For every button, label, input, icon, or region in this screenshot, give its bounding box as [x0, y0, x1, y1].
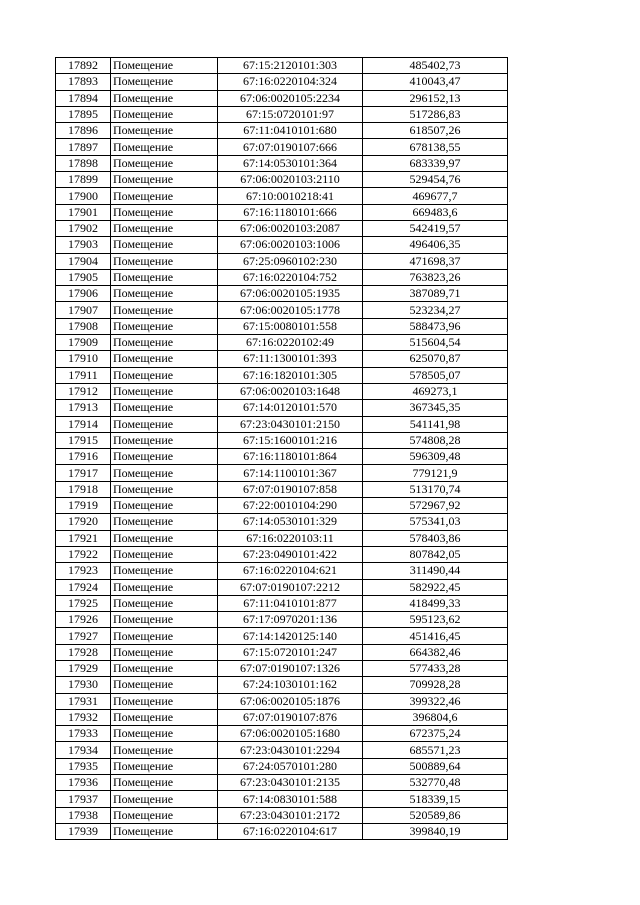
row-number: 17913: [56, 400, 111, 416]
object-type: Помещение: [111, 546, 218, 562]
object-type: Помещение: [111, 269, 218, 285]
row-number: 17902: [56, 220, 111, 236]
row-number: 17931: [56, 693, 111, 709]
row-number: 17892: [56, 58, 111, 74]
row-number: 17915: [56, 432, 111, 448]
cadastral-number: 67:23:0430101:2150: [218, 416, 363, 432]
table-row: [56, 595, 508, 611]
table-body: [56, 58, 508, 840]
table-row: [56, 775, 508, 791]
object-type: Помещение: [111, 693, 218, 709]
row-number: 17922: [56, 546, 111, 562]
table-row: [56, 318, 508, 334]
object-type: Помещение: [111, 286, 218, 302]
cadastral-number: 67:06:0020105:1876: [218, 693, 363, 709]
cadastral-value: 399840,19: [363, 823, 508, 839]
cadastral-value: 387089,71: [363, 286, 508, 302]
cadastral-value: 709928,28: [363, 677, 508, 693]
object-type: Помещение: [111, 530, 218, 546]
cadastral-number: 67:07:0190107:858: [218, 481, 363, 497]
cadastral-number: 67:11:0410101:877: [218, 595, 363, 611]
table-row: [56, 660, 508, 676]
cadastral-value: 469273,1: [363, 383, 508, 399]
cadastral-number: 67:15:0720101:247: [218, 644, 363, 660]
table-row: [56, 269, 508, 285]
table-row: [56, 465, 508, 481]
cadastral-number: 67:11:1300101:393: [218, 351, 363, 367]
object-type: Помещение: [111, 318, 218, 334]
object-type: Помещение: [111, 416, 218, 432]
row-number: 17917: [56, 465, 111, 481]
object-type: Помещение: [111, 677, 218, 693]
object-type: Помещение: [111, 807, 218, 823]
cadastral-value: 672375,24: [363, 726, 508, 742]
cadastral-value: 515604,54: [363, 335, 508, 351]
cadastral-number: 67:06:0020103:2110: [218, 172, 363, 188]
cadastral-value: 596309,48: [363, 449, 508, 465]
row-number: 17911: [56, 367, 111, 383]
table-row: [56, 106, 508, 122]
cadastral-number: 67:14:0530101:329: [218, 514, 363, 530]
table-row: [56, 726, 508, 742]
cadastral-number: 67:15:0720101:97: [218, 106, 363, 122]
cadastral-number: 67:07:0190107:2212: [218, 579, 363, 595]
table-row: [56, 449, 508, 465]
cadastral-number: 67:23:0430101:2135: [218, 775, 363, 791]
cadastral-number: 67:23:0490101:422: [218, 546, 363, 562]
row-number: 17900: [56, 188, 111, 204]
row-number: 17919: [56, 498, 111, 514]
cadastral-value: 574808,28: [363, 432, 508, 448]
object-type: Помещение: [111, 563, 218, 579]
cadastral-number: 67:16:0220104:617: [218, 823, 363, 839]
row-number: 17899: [56, 172, 111, 188]
table-row: [56, 612, 508, 628]
cadastral-value: 678138,55: [363, 139, 508, 155]
row-number: 17908: [56, 318, 111, 334]
cadastral-number: 67:17:0970201:136: [218, 612, 363, 628]
row-number: 17924: [56, 579, 111, 595]
cadastral-number: 67:16:0220102:49: [218, 335, 363, 351]
cadastral-value: 577433,28: [363, 660, 508, 676]
table-row: [56, 579, 508, 595]
cadastral-value: 572967,92: [363, 498, 508, 514]
table-row: [56, 416, 508, 432]
cadastral-number: 67:15:2120101:303: [218, 58, 363, 74]
row-number: 17907: [56, 302, 111, 318]
table-row: [56, 188, 508, 204]
table-row: [56, 644, 508, 660]
row-number: 17930: [56, 677, 111, 693]
object-type: Помещение: [111, 726, 218, 742]
row-number: 17897: [56, 139, 111, 155]
cadastral-number: 67:22:0010104:290: [218, 498, 363, 514]
cadastral-number: 67:06:0020105:1778: [218, 302, 363, 318]
object-type: Помещение: [111, 220, 218, 236]
object-type: Помещение: [111, 74, 218, 90]
object-type: Помещение: [111, 58, 218, 74]
cadastral-value: 625070,87: [363, 351, 508, 367]
table-row: [56, 90, 508, 106]
cadastral-number: 67:06:0020105:1935: [218, 286, 363, 302]
cadastral-value: 529454,76: [363, 172, 508, 188]
row-number: 17938: [56, 807, 111, 823]
object-type: Помещение: [111, 172, 218, 188]
cadastral-value: 396804,6: [363, 709, 508, 725]
row-number: 17929: [56, 660, 111, 676]
object-type: Помещение: [111, 335, 218, 351]
cadastral-value: 523234,27: [363, 302, 508, 318]
cadastral-value: 575341,03: [363, 514, 508, 530]
table-row: [56, 530, 508, 546]
object-type: Помещение: [111, 709, 218, 725]
row-number: 17939: [56, 823, 111, 839]
cadastral-value: 485402,73: [363, 58, 508, 74]
cadastral-value: 578403,86: [363, 530, 508, 546]
cadastral-number: 67:14:0530101:364: [218, 155, 363, 171]
table-row: [56, 367, 508, 383]
row-number: 17910: [56, 351, 111, 367]
row-number: 17904: [56, 253, 111, 269]
cadastral-number: 67:16:0220104:621: [218, 563, 363, 579]
cadastral-value: 763823,26: [363, 269, 508, 285]
cadastral-number: 67:14:1100101:367: [218, 465, 363, 481]
cadastral-value: 367345,35: [363, 400, 508, 416]
row-number: 17894: [56, 90, 111, 106]
cadastral-value: 469677,7: [363, 188, 508, 204]
object-type: Помещение: [111, 449, 218, 465]
table-row: [56, 807, 508, 823]
table-row: [56, 628, 508, 644]
row-number: 17905: [56, 269, 111, 285]
cadastral-value: 311490,44: [363, 563, 508, 579]
row-number: 17920: [56, 514, 111, 530]
cadastral-value: 513170,74: [363, 481, 508, 497]
row-number: 17926: [56, 612, 111, 628]
table-row: [56, 220, 508, 236]
cadastral-value: 500889,64: [363, 758, 508, 774]
row-number: 17916: [56, 449, 111, 465]
table-row: [56, 563, 508, 579]
cadastral-value: 451416,45: [363, 628, 508, 644]
cadastral-number: 67:07:0190107:1326: [218, 660, 363, 676]
cadastral-value: 685571,23: [363, 742, 508, 758]
row-number: 17895: [56, 106, 111, 122]
object-type: Помещение: [111, 123, 218, 139]
cadastral-number: 67:15:1600101:216: [218, 432, 363, 448]
cadastral-number: 67:06:0020105:2234: [218, 90, 363, 106]
row-number: 17898: [56, 155, 111, 171]
cadastral-number: 67:25:0960102:230: [218, 253, 363, 269]
cadastral-value: 807842,05: [363, 546, 508, 562]
cadastral-value: 595123,62: [363, 612, 508, 628]
cadastral-number: 67:15:0080101:558: [218, 318, 363, 334]
cadastral-number: 67:11:0410101:680: [218, 123, 363, 139]
table-row: [56, 546, 508, 562]
cadastral-number: 67:16:1180101:666: [218, 204, 363, 220]
object-type: Помещение: [111, 758, 218, 774]
cadastral-number: 67:23:0430101:2172: [218, 807, 363, 823]
table-row: [56, 791, 508, 807]
row-number: 17937: [56, 791, 111, 807]
cadastral-value: 683339,97: [363, 155, 508, 171]
row-number: 17918: [56, 481, 111, 497]
object-type: Помещение: [111, 204, 218, 220]
object-type: Помещение: [111, 742, 218, 758]
row-number: 17935: [56, 758, 111, 774]
table-row: [56, 172, 508, 188]
table-row: [56, 823, 508, 839]
object-type: Помещение: [111, 481, 218, 497]
table-row: [56, 677, 508, 693]
cadastral-value: 588473,96: [363, 318, 508, 334]
row-number: 17903: [56, 237, 111, 253]
row-number: 17936: [56, 775, 111, 791]
cadastral-value: 664382,46: [363, 644, 508, 660]
cadastral-number: 67:16:1180101:864: [218, 449, 363, 465]
object-type: Помещение: [111, 400, 218, 416]
cadastral-value: 517286,83: [363, 106, 508, 122]
cadastral-value: 532770,48: [363, 775, 508, 791]
table-row: [56, 204, 508, 220]
object-type: Помещение: [111, 579, 218, 595]
table-row: [56, 758, 508, 774]
row-number: 17927: [56, 628, 111, 644]
cadastral-number: 67:14:0830101:588: [218, 791, 363, 807]
row-number: 17934: [56, 742, 111, 758]
table-row: [56, 155, 508, 171]
object-type: Помещение: [111, 253, 218, 269]
object-type: Помещение: [111, 465, 218, 481]
row-number: 17923: [56, 563, 111, 579]
row-number: 17909: [56, 335, 111, 351]
row-number: 17896: [56, 123, 111, 139]
table-row: [56, 253, 508, 269]
object-type: Помещение: [111, 90, 218, 106]
table-row: [56, 383, 508, 399]
table-row: [56, 302, 508, 318]
row-number: 17906: [56, 286, 111, 302]
table-row: [56, 139, 508, 155]
cadastral-value: 669483,6: [363, 204, 508, 220]
object-type: Помещение: [111, 498, 218, 514]
row-number: 17914: [56, 416, 111, 432]
cadastral-number: 67:16:1820101:305: [218, 367, 363, 383]
cadastral-number: 67:23:0430101:2294: [218, 742, 363, 758]
row-number: 17893: [56, 74, 111, 90]
object-type: Помещение: [111, 775, 218, 791]
table-row: [56, 514, 508, 530]
cadastral-value: 542419,57: [363, 220, 508, 236]
table-row: [56, 286, 508, 302]
cadastral-value: 399322,46: [363, 693, 508, 709]
row-number: 17933: [56, 726, 111, 742]
cadastral-value: 578505,07: [363, 367, 508, 383]
object-type: Помещение: [111, 823, 218, 839]
cadastral-number: 67:16:0220103:11: [218, 530, 363, 546]
cadastral-number: 67:06:0020103:1006: [218, 237, 363, 253]
object-type: Помещение: [111, 188, 218, 204]
object-type: Помещение: [111, 628, 218, 644]
cadastral-number: 67:07:0190107:666: [218, 139, 363, 155]
property-table: [55, 57, 508, 840]
table-row: [56, 693, 508, 709]
cadastral-number: 67:10:0010218:41: [218, 188, 363, 204]
table-row: [56, 432, 508, 448]
cadastral-number: 67:06:0020103:2087: [218, 220, 363, 236]
cadastral-number: 67:14:0120101:570: [218, 400, 363, 416]
row-number: 17925: [56, 595, 111, 611]
object-type: Помещение: [111, 383, 218, 399]
object-type: Помещение: [111, 155, 218, 171]
cadastral-number: 67:07:0190107:876: [218, 709, 363, 725]
cadastral-value: 779121,9: [363, 465, 508, 481]
row-number: 17901: [56, 204, 111, 220]
table-row: [56, 335, 508, 351]
table-row: [56, 351, 508, 367]
cadastral-value: 582922,45: [363, 579, 508, 595]
cadastral-number: 67:06:0020103:1648: [218, 383, 363, 399]
cadastral-value: 520589,86: [363, 807, 508, 823]
cadastral-value: 418499,33: [363, 595, 508, 611]
object-type: Помещение: [111, 660, 218, 676]
object-type: Помещение: [111, 302, 218, 318]
row-number: 17912: [56, 383, 111, 399]
table-row: [56, 498, 508, 514]
object-type: Помещение: [111, 514, 218, 530]
table-row: [56, 481, 508, 497]
row-number: 17921: [56, 530, 111, 546]
cadastral-value: 471698,37: [363, 253, 508, 269]
object-type: Помещение: [111, 237, 218, 253]
cadastral-number: 67:16:0220104:752: [218, 269, 363, 285]
object-type: Помещение: [111, 139, 218, 155]
table-row: [56, 742, 508, 758]
cadastral-value: 541141,98: [363, 416, 508, 432]
object-type: Помещение: [111, 644, 218, 660]
cadastral-value: 518339,15: [363, 791, 508, 807]
cadastral-value: 296152,13: [363, 90, 508, 106]
table-row: [56, 58, 508, 74]
cadastral-number: 67:14:1420125:140: [218, 628, 363, 644]
row-number: 17932: [56, 709, 111, 725]
table-row: [56, 74, 508, 90]
cadastral-value: 410043,47: [363, 74, 508, 90]
object-type: Помещение: [111, 612, 218, 628]
row-number: 17928: [56, 644, 111, 660]
table-row: [56, 123, 508, 139]
object-type: Помещение: [111, 595, 218, 611]
cadastral-value: 618507,26: [363, 123, 508, 139]
cadastral-number: 67:16:0220104:324: [218, 74, 363, 90]
cadastral-number: 67:06:0020105:1680: [218, 726, 363, 742]
object-type: Помещение: [111, 367, 218, 383]
cadastral-number: 67:24:0570101:280: [218, 758, 363, 774]
table-row: [56, 709, 508, 725]
object-type: Помещение: [111, 432, 218, 448]
table-row: [56, 400, 508, 416]
object-type: Помещение: [111, 351, 218, 367]
object-type: Помещение: [111, 791, 218, 807]
cadastral-number: 67:24:1030101:162: [218, 677, 363, 693]
table-row: [56, 237, 508, 253]
object-type: Помещение: [111, 106, 218, 122]
cadastral-value: 496406,35: [363, 237, 508, 253]
